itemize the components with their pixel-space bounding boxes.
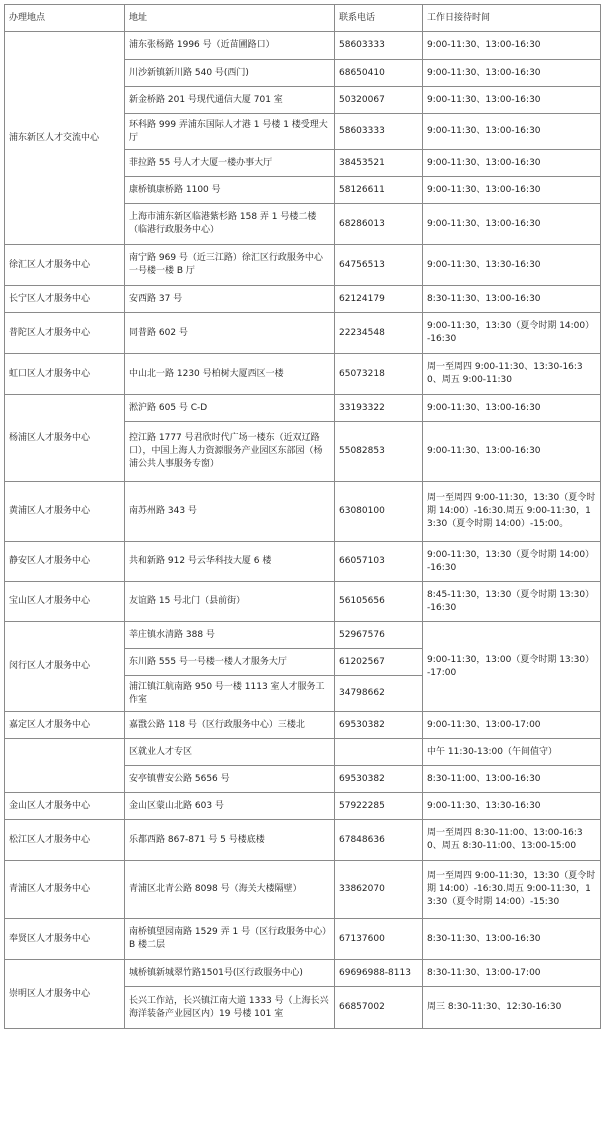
address-cell: 城桥镇新城翠竹路1501号(区行政服务中心) <box>125 960 335 987</box>
address-cell: 青浦区北青公路 8098 号（海关大楼隔壁） <box>125 861 335 919</box>
table-row <box>5 919 601 960</box>
hours-cell: 9:00-11:30、13:00-16:30 <box>423 114 601 150</box>
address-cell: 菲拉路 55 号人才大厦一楼办事大厅 <box>125 150 335 177</box>
address-cell: 新金桥路 201 号现代通信大厦 701 室 <box>125 87 335 114</box>
address-cell: 金山区蒙山北路 603 号 <box>125 793 335 820</box>
address-cell: 南桥镇望园南路 1529 弄 1 号（区行政服务中心）B 楼二层 <box>125 919 335 960</box>
location-cell: 宝山区人才服务中心 <box>5 582 125 622</box>
table-row <box>5 313 601 354</box>
address-cell: 长兴工作站，长兴镇江南大道 1333 号（上海长兴海洋装备产业园区内）19 号楼 101 室 <box>125 987 335 1029</box>
hours-cell: 9:00-11:30、13:00-16:30 <box>423 422 601 482</box>
table-row <box>5 395 601 422</box>
address-cell: 中山北一路 1230 号柏树大厦西区一楼 <box>125 354 335 395</box>
hours-cell: 9:00-11:30、13:00-16:30 <box>423 60 601 87</box>
table-row <box>5 32 601 60</box>
hours-cell: 9:00-11:30、13:00-16:30 <box>423 395 601 422</box>
address-cell: 控江路 1777 号君欣时代广场一楼东（近双辽路口），中国上海人力资源服务产业园区东部园（杨浦公共人事服务专窗） <box>125 422 335 482</box>
phone-cell: 69696988-8113 <box>335 960 423 987</box>
phone-cell: 55082853 <box>335 422 423 482</box>
table-row <box>5 245 601 286</box>
address-cell: 东川路 555 号一号楼一楼人才服务大厅 <box>125 649 335 676</box>
phone-cell: 50320067 <box>335 87 423 114</box>
phone-cell: 67137600 <box>335 919 423 960</box>
hours-cell: 9:00-11:30、13:00-17:00 <box>423 712 601 739</box>
phone-cell: 65073218 <box>335 354 423 395</box>
address-cell: 南苏州路 343 号 <box>125 482 335 542</box>
location-cell: 奉贤区人才服务中心 <box>5 919 125 960</box>
location-cell: 黄浦区人才服务中心 <box>5 482 125 542</box>
hours-cell: 周一至周四 9:00-11:30，13:30（夏令时期 14:00）-16:30.周五 9:00-11:30，13:30（夏令时期 14:00）-15:30 <box>423 861 601 919</box>
table-row <box>5 582 601 622</box>
hours-cell: 8:30-11:30、13:00-17:00 <box>423 960 601 987</box>
phone-cell: 58126611 <box>335 177 423 204</box>
address-cell: 康桥镇康桥路 1100 号 <box>125 177 335 204</box>
hours-cell: 8:30-11:00、13:00-16:30 <box>423 766 601 793</box>
hours-cell: 周一至周四 9:00-11:30，13:30（夏令时期 14:00）-16:30.周五 9:00-11:30，13:30（夏令时期 14:00）-15:00。 <box>423 482 601 542</box>
phone-cell: 61202567 <box>335 649 423 676</box>
header-location: 办理地点 <box>5 5 125 32</box>
location-cell: 崇明区人才服务中心 <box>5 960 125 1029</box>
hours-cell: 9:00-11:30、13:00-16:30 <box>423 204 601 245</box>
phone-cell: 33862070 <box>335 861 423 919</box>
service-centers-table <box>4 4 601 1029</box>
address-cell: 环科路 999 弄浦东国际人才港 1 号楼 1 楼受理大厅 <box>125 114 335 150</box>
phone-cell: 57922285 <box>335 793 423 820</box>
phone-cell <box>335 739 423 766</box>
hours-cell: 9:00-11:30、13:00-16:30 <box>423 32 601 60</box>
phone-cell: 69530382 <box>335 766 423 793</box>
location-cell <box>5 739 125 793</box>
location-cell: 嘉定区人才服务中心 <box>5 712 125 739</box>
hours-cell: 9:00-11:30、13:00-16:30 <box>423 177 601 204</box>
location-cell: 普陀区人才服务中心 <box>5 313 125 354</box>
location-cell: 静安区人才服务中心 <box>5 542 125 582</box>
hours-cell: 9:00-11:30、13:30-16:30 <box>423 793 601 820</box>
header-row <box>5 5 601 32</box>
address-cell: 乐都西路 867-871 号 5 号楼底楼 <box>125 820 335 861</box>
address-cell: 同普路 602 号 <box>125 313 335 354</box>
location-cell: 长宁区人才服务中心 <box>5 286 125 313</box>
table-row <box>5 739 601 766</box>
hours-cell: 9:00-11:30，13:00（夏令时期 13:30）-17:00 <box>423 622 601 712</box>
address-cell: 嘉戬公路 118 号（区行政服务中心）三楼北 <box>125 712 335 739</box>
location-cell: 徐汇区人才服务中心 <box>5 245 125 286</box>
hours-cell: 周三 8:30-11:30、12:30-16:30 <box>423 987 601 1029</box>
hours-cell: 周一至周四 9:00-11:30、13:30-16:30、周五 9:00-11:30 <box>423 354 601 395</box>
hours-cell: 9:00-11:30、13:30-16:30 <box>423 245 601 286</box>
phone-cell: 58603333 <box>335 114 423 150</box>
table-row <box>5 712 601 739</box>
address-cell: 南宁路 969 号（近三江路）徐汇区行政服务中心一号楼一楼 B 厅 <box>125 245 335 286</box>
header-address: 地址 <box>125 5 335 32</box>
address-cell: 共和新路 912 号云华科技大厦 6 楼 <box>125 542 335 582</box>
service-centers-document <box>4 4 600 1029</box>
address-cell: 川沙新镇新川路 540 号(西门) <box>125 60 335 87</box>
phone-cell: 62124179 <box>335 286 423 313</box>
address-cell: 莘庄镇水清路 388 号 <box>125 622 335 649</box>
address-cell: 浦江镇江航南路 950 号一楼 1113 室人才服务工作室 <box>125 676 335 712</box>
hours-cell: 8:30-11:30、13:00-16:30 <box>423 919 601 960</box>
table-row <box>5 482 601 542</box>
location-cell: 浦东新区人才交流中心 <box>5 32 125 245</box>
phone-cell: 68650410 <box>335 60 423 87</box>
hours-cell: 8:45-11:30，13:30（夏令时期 13:30）-16:30 <box>423 582 601 622</box>
hours-cell: 9:00-11:30，13:30（夏令时期 14:00）-16:30 <box>423 542 601 582</box>
location-cell: 青浦区人才服务中心 <box>5 861 125 919</box>
header-phone: 联系电话 <box>335 5 423 32</box>
hours-cell: 9:00-11:30、13:00-16:30 <box>423 150 601 177</box>
address-cell: 安亭镇曹安公路 5656 号 <box>125 766 335 793</box>
address-cell: 浦东张杨路 1996 号（近苗圃路口） <box>125 32 335 60</box>
hours-cell: 8:30-11:30、13:00-16:30 <box>423 286 601 313</box>
phone-cell: 69530382 <box>335 712 423 739</box>
phone-cell: 63080100 <box>335 482 423 542</box>
phone-cell: 22234548 <box>335 313 423 354</box>
address-cell: 上海市浦东新区临港紫杉路 158 弄 1 号楼二楼（临港行政服务中心） <box>125 204 335 245</box>
header-hours: 工作日接待时间 <box>423 5 601 32</box>
phone-cell: 64756513 <box>335 245 423 286</box>
table-row <box>5 542 601 582</box>
phone-cell: 58603333 <box>335 32 423 60</box>
phone-cell: 38453521 <box>335 150 423 177</box>
phone-cell: 33193322 <box>335 395 423 422</box>
phone-cell: 66057103 <box>335 542 423 582</box>
hours-cell: 9:00-11:30，13:30（夏令时期 14:00）-16:30 <box>423 313 601 354</box>
phone-cell: 34798662 <box>335 676 423 712</box>
hours-cell: 周一至周四 8:30-11:00、13:00-16:30、周五 8:30-11:00、13:00-15:00 <box>423 820 601 861</box>
address-cell: 区就业人才专区 <box>125 739 335 766</box>
address-cell: 友谊路 15 号北门（县前街） <box>125 582 335 622</box>
table-row <box>5 354 601 395</box>
address-cell: 安西路 37 号 <box>125 286 335 313</box>
phone-cell: 56105656 <box>335 582 423 622</box>
location-cell: 杨浦区人才服务中心 <box>5 395 125 482</box>
location-cell: 金山区人才服务中心 <box>5 793 125 820</box>
table-row <box>5 861 601 919</box>
table-row <box>5 960 601 987</box>
address-cell: 淞沪路 605 号 C-D <box>125 395 335 422</box>
location-cell: 闵行区人才服务中心 <box>5 622 125 712</box>
location-cell: 松江区人才服务中心 <box>5 820 125 861</box>
hours-cell: 中午 11:30-13:00（午间值守） <box>423 739 601 766</box>
phone-cell: 52967576 <box>335 622 423 649</box>
table-row <box>5 622 601 649</box>
table-row <box>5 286 601 313</box>
hours-cell: 9:00-11:30、13:00-16:30 <box>423 87 601 114</box>
location-cell: 虹口区人才服务中心 <box>5 354 125 395</box>
table-row <box>5 793 601 820</box>
table-row <box>5 820 601 861</box>
table-body <box>5 32 601 1029</box>
phone-cell: 68286013 <box>335 204 423 245</box>
phone-cell: 66857002 <box>335 987 423 1029</box>
phone-cell: 67848636 <box>335 820 423 861</box>
